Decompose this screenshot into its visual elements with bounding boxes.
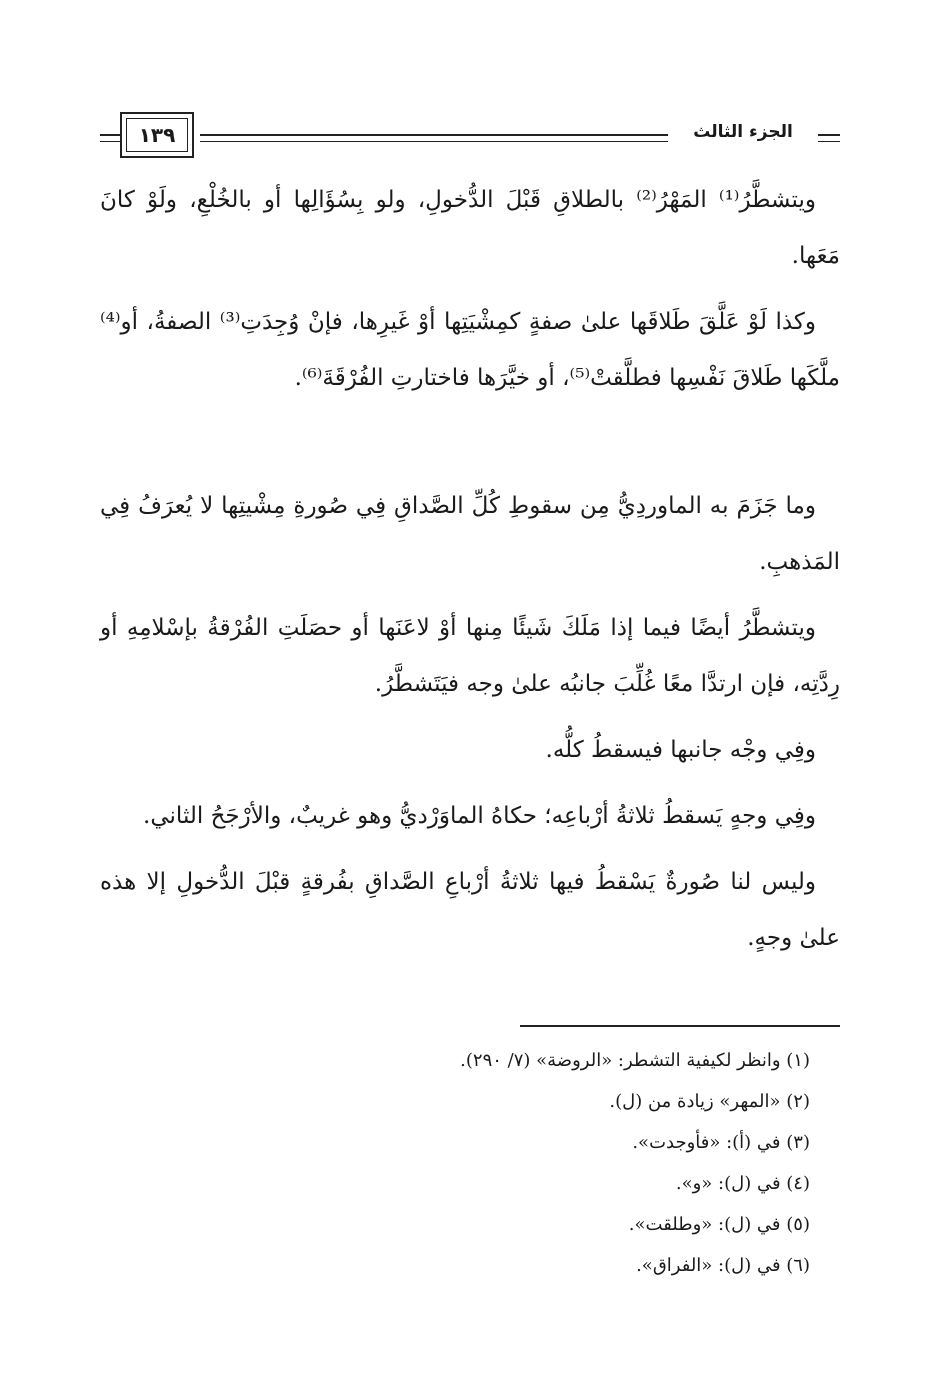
paragraph: ويتشطَّرُ أيضًا فيما إذا مَلَكَ شَيئًا مِنها أوْ لاعَنَها أو حصَلَتِ الفُرْقةُ بإسْلامِهِ أو رِدَّتِه، فإن ارتدَّا معًا غُلِّبَ جانبُه علىٰ وجه فيَتَشطَّرُ. — [100, 615, 840, 697]
running-title: الجزء الثالث — [693, 122, 793, 142]
paragraph: وفِي وجْه جانبها فيسقطُ كلُّه. — [545, 737, 816, 763]
footnote: (٦) في (ل): «الفراق». — [636, 1255, 810, 1276]
header-rule — [200, 134, 668, 142]
paragraph: ويتشطَّرُ⁽¹⁾ المَهْرُ⁽²⁾ بالطلاقِ قَبْلَ الدُّخولِ، ولو بِسُؤَالِها أو بالخُلْعِ، ولَوْ كانَ مَعَها. — [100, 187, 840, 269]
footnote: (٣) في (أ): «فأوجدت». — [632, 1132, 810, 1153]
header-rule-right — [818, 134, 840, 142]
main-text — [100, 172, 840, 976]
paragraph: وفِي وجهٍ يَسقطُ ثلاثةُ أرْباعِه؛ حكاهُ الماوَرْديُّ وهو غريبٌ، والأرْجَحُ الثاني. — [143, 803, 816, 829]
header-rule-left — [100, 134, 120, 142]
footnote: (١) وانظر لكيفية التشطر: «الروضة» (٧/ ٢٩٠). — [460, 1050, 810, 1071]
footnote-separator — [520, 1025, 840, 1027]
footnote: (٢) «المهر» زيادة من (ل). — [609, 1091, 810, 1112]
footnotes — [300, 1040, 810, 1286]
footnote: (٤) في (ل): «و». — [675, 1173, 810, 1194]
paragraph: وكذا لَوْ عَلَّقَ طَلاقَها علىٰ صفةٍ كمِشْيَتِها أوْ غَيرِها، فإنْ وُجِدَتِ⁽³⁾ الصفةُ، أو⁽⁴⁾ ملَّكَها طَلاقَ نَفْسِها فطلَّقتْ⁽⁵⁾، أو خيَّرَها فاختارتِ الفُرْقَةَ⁽⁶⁾. — [100, 309, 840, 391]
footnote: (٥) في (ل): «وطلقت». — [628, 1214, 810, 1235]
paragraph: وليس لنا صُورةٌ يَسْقطُ فيها ثلاثةُ أرْباعِ الصَّداقِ بفُرقةٍ قبْلَ الدُّخولِ إلا هذه علىٰ وجهٍ. — [100, 869, 840, 951]
paragraph: وما جَزَمَ به الماوردِيُّ مِن سقوطِ كُلِّ الصَّداقِ فِي صُورةِ مِشْيتِها لا يُعرَفُ فِي المَذهبِ. — [100, 493, 840, 575]
page-number-box — [120, 112, 194, 158]
page-number: ١٣٩ — [126, 118, 188, 152]
